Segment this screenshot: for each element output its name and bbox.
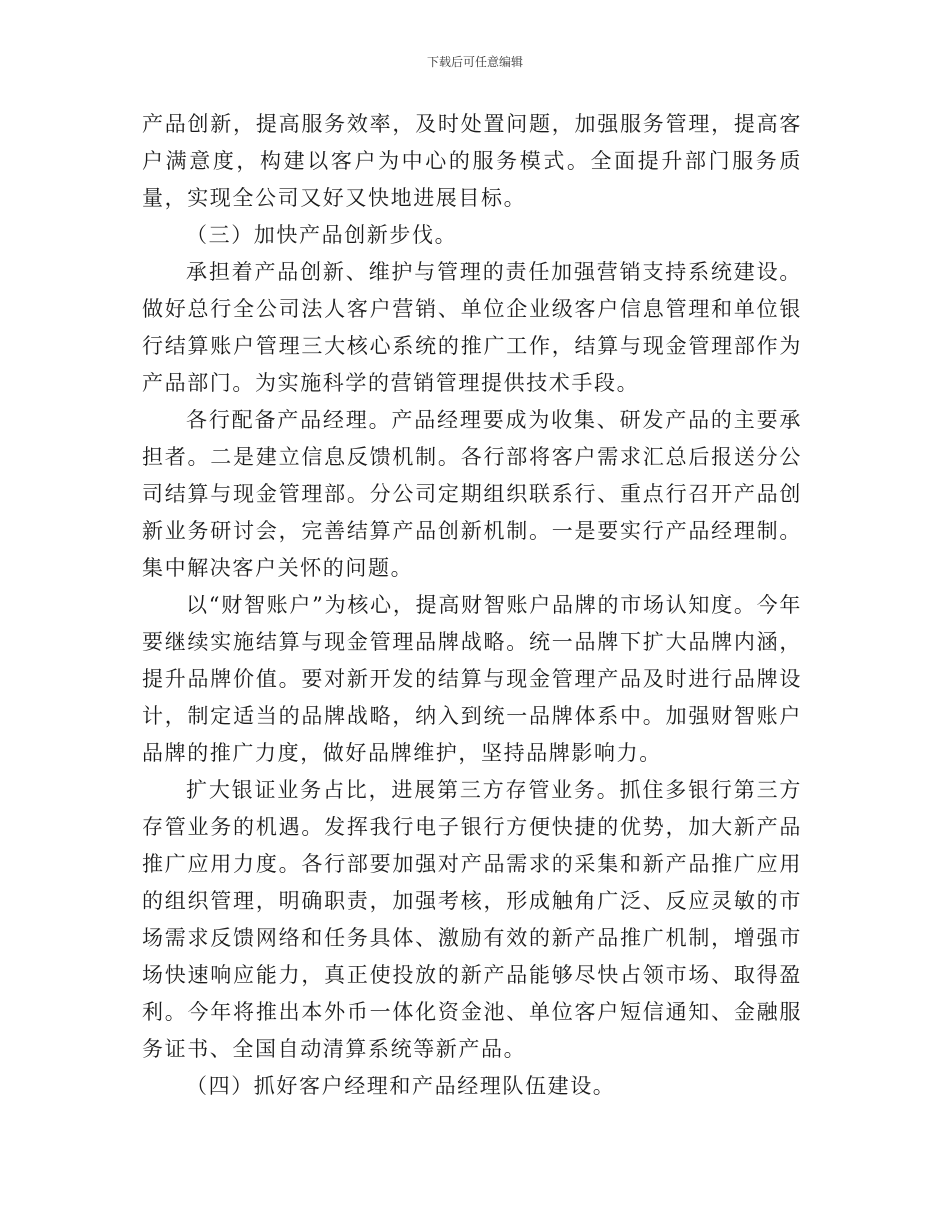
document-body [142, 106, 802, 1105]
page-header-note: 下载后可任意编辑 [426, 55, 523, 69]
paragraph-3: 各行配备产品经理。产品经理要成为收集、研发产品的主要承担者。二是建立信息反馈机制。各行部将客户需求汇总后报送分公司结算与现金管理部。分公司定期组织联系行、重点行召开产品创新业务研讨会，完善结算产品创新机制。一是要实行产品经理制。集中解决客户关怀的问题。 [142, 408, 802, 580]
section-heading-4: （四）抓好客户经理和产品经理队伍建设。 [186, 1074, 616, 1098]
paragraph-2: 承担着产品创新、维护与管理的责任加强营销支持系统建设。做好总行全公司法人客户营销、单位企业级客户信息管理和单位银行结算账户管理三大核心系统的推广工作，结算与现金管理部作为产品部门。为实施科学的营销管理提供技术手段。 [142, 260, 802, 395]
paragraph-4: 以“财智账户”为核心，提高财智账户品牌的市场认知度。今年要继续实施结算与现金管理品牌战略。统一品牌下扩大品牌内涵，提升品牌价值。要对新开发的结算与现金管理产品及时进行品牌设计，制定适当的品牌战略，纳入到统一品牌体系中。加强财智账户品牌的推广力度，做好品牌维护，坚持品牌影响力。 [142, 593, 802, 765]
section-heading-3: （三）加快产品创新步伐。 [186, 223, 458, 247]
paragraph-5: 扩大银证业务占比，进展第三方存管业务。抓住多银行第三方存管业务的机遇。发挥我行电子银行方便快捷的优势，加大新产品推广应用力度。各行部要加强对产品需求的采集和新产品推广应用的组织管理，明确职责，加强考核，形成触角广泛、反应灵敏的市场需求反馈网络和任务具体、激励有效的新产品推广机制，增强市场快速响应能力，真正使投放的新产品能够尽快占领市场、取得盈利。今年将推出本外币一体化资金池、单位客户短信通知、金融服务证书、全国自动清算系统等新产品。 [142, 778, 802, 1061]
paragraph-1: 产品创新，提高服务效率，及时处置问题，加强服务管理，提高客户满意度，构建以客户为中心的服务模式。全面提升部门服务质量，实现全公司又好又快地进展目标。 [142, 112, 802, 210]
